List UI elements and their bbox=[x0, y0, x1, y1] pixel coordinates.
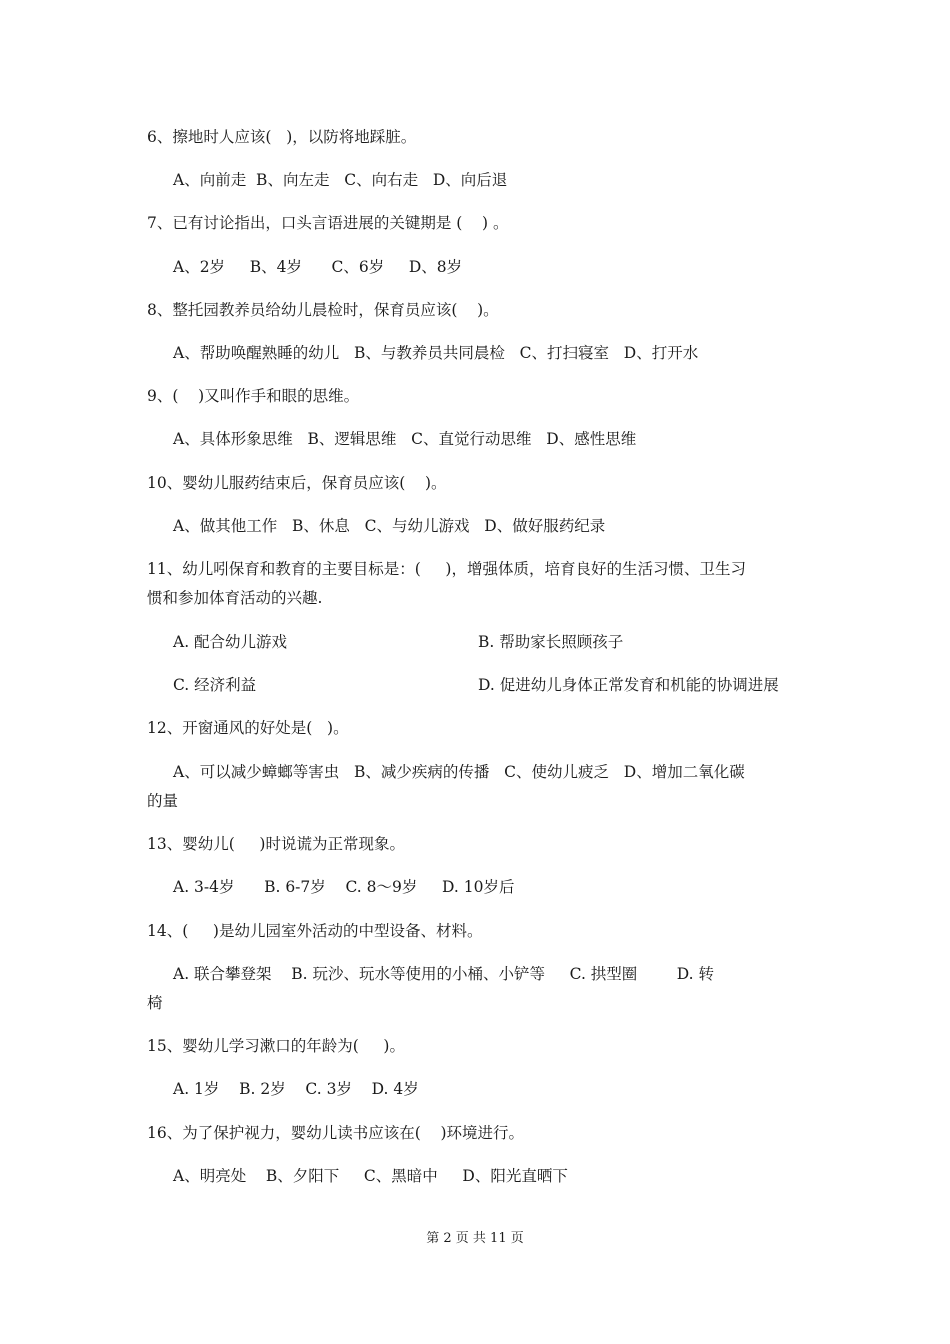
question-9-options: A、具体形象思维 B、逻辑思维 C、直觉行动思维 D、感性思维 bbox=[173, 430, 637, 448]
question-8-stem: 8、整托园教养员给幼儿晨检时，保育员应该( )。 bbox=[147, 301, 499, 319]
question-10-stem: 10、婴幼儿服药结束后，保育员应该( )。 bbox=[147, 474, 447, 492]
question-9-stem: 9、( )又叫作手和眼的思维。 bbox=[147, 387, 360, 405]
question-8-options: A、帮助唤醒熟睡的幼儿 B、与教养员共同晨检 C、打扫寝室 D、打开水 bbox=[173, 344, 699, 362]
question-13-options: A. 3-4岁 B. 6-7岁 C. 8～9岁 D. 10岁后 bbox=[173, 878, 515, 896]
question-14-stem: 14、( )是幼儿园室外活动的中型设备、材料。 bbox=[147, 922, 483, 940]
question-11-option-a: A. 配合幼儿游戏 bbox=[173, 633, 288, 651]
question-10-options: A、做其他工作 B、休息 C、与幼儿游戏 D、做好服药纪录 bbox=[173, 517, 606, 535]
question-16-stem: 16、为了保护视力，婴幼儿读书应该在( )环境进行。 bbox=[147, 1124, 525, 1142]
question-14-options: A. 联合攀登架 B. 玩沙、玩水等使用的小桶、小铲等 C. 拱型圈 D. 转 bbox=[173, 965, 714, 983]
question-11-option-d: D. 促进幼儿身体正常发育和机能的协调进展 bbox=[478, 676, 779, 694]
question-13-stem: 13、婴幼儿( )时说谎为正常现象。 bbox=[147, 835, 405, 853]
question-15-stem: 15、婴幼儿学习漱口的年龄为( )。 bbox=[147, 1037, 405, 1055]
question-12-stem: 12、开窗通风的好处是( )。 bbox=[147, 719, 349, 737]
question-15-options: A. 1岁 B. 2岁 C. 3岁 D. 4岁 bbox=[173, 1080, 419, 1098]
question-7-options: A、2岁 B、4岁 C、6岁 D、8岁 bbox=[173, 258, 463, 276]
question-16-options: A、明亮处 B、夕阳下 C、黑暗中 D、阳光直晒下 bbox=[173, 1167, 568, 1185]
question-6-options: A、向前走 B、向左走 C、向右走 D、向后退 bbox=[173, 171, 508, 189]
question-12-options: A、可以减少蟑螂等害虫 B、减少疾病的传播 C、使幼儿疲乏 D、增加二氧化碳 bbox=[173, 763, 745, 781]
question-11-stem: 11、幼儿吲保育和教育的主要目标是：( )，增强体质，培育良好的生活习惯、卫生习 bbox=[147, 560, 746, 578]
question-12-options-continued: 的量 bbox=[147, 792, 179, 810]
question-14-options-continued: 椅 bbox=[147, 994, 163, 1012]
page-footer: 第 2 页 共 11 页 bbox=[426, 1231, 524, 1246]
question-7-stem: 7、已有讨论指出，口头言语进展的关键期是 ( ) 。 bbox=[147, 214, 509, 232]
question-11-stem-continued: 惯和参加体育活动的兴趣. bbox=[147, 589, 323, 607]
question-11-option-c: C. 经济利益 bbox=[173, 676, 257, 694]
question-6-stem: 6、擦地时人应该( )，以防将地踩脏。 bbox=[147, 128, 417, 146]
question-11-option-b: B. 帮助家长照顾孩子 bbox=[478, 633, 624, 651]
